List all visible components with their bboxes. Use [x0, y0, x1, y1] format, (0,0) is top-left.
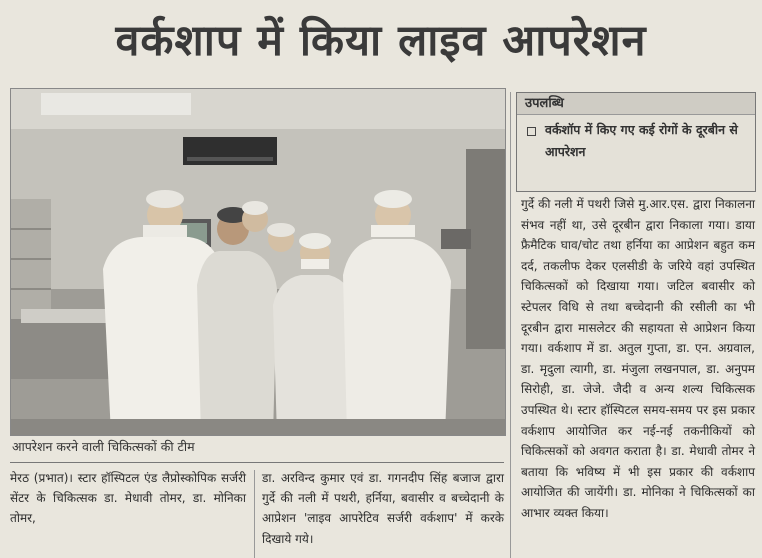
team-photo: [10, 88, 506, 436]
article-column-3: गुर्दे की नली में पथरी जिसे मु.आर.एस. द्वारा निकालना संभव नहीं था, उसे दूरबीन द्वारा निकाला गया। डाया फ्रैमैटिक घाव/चोट तथा हर्निया का आप्रेशन बहुत कम दर्द, तकलीफ देकर एलसीडी के जरिये वहां उपस्थित चिकित्सकों को दिखाया गया। जटिल बवासीर को स्टेपलर विधि से तथा बच्चेदानी की रसीली का भी दूरबीन द्वारा मासलेटर की सहायता से आप्रेशन किया गया। वर्कशाप में डा. अतुल गुप्ता, डा. एन. अग्रवाल, डा. मृदुला त्यागी, डा. मंजुला लखनपाल, डा. अनुपम सिरोही, डा. जेजे. जैदी व अन्य शल्य चिकित्सक उपस्थित थे। स्टार हॉस्पिटल समय-समय पर इस प्रकार वर्कशाप आयोजित कर नई-नई तकनीकियों को चिकित्सकों को अवगत कराता है। डा. मेधावी तोमर ने बताया कि भविष्य में भी इस प्रकार की वर्कशाप आयोजित की जायेंगी। डा. मोनिका ने चिकित्सकों का आभार व्यक्त किया।: [521, 197, 755, 520]
photo-caption: आपरेशन करने वाली चिकित्सकों की टीम: [12, 439, 195, 454]
caption-divider: [10, 462, 504, 463]
headline: वर्कशाप में किया लाइव आपरेशन: [115, 16, 647, 66]
article-column-1: मेरठ (प्रभात)। स्टार हॉस्पिटल एंड लैप्रोस्कोपिक सर्जरी सेंटर के चिकित्सक डा. मेधावी तोमर, डा. मोनिका तोमर,: [10, 471, 246, 526]
highlight-heading: उपलब्धि: [517, 93, 755, 115]
highlight-text: वर्कशॉप में किए गए कई रोगों के दूरबीन से आपरेशन: [545, 122, 738, 159]
highlight-box: [516, 92, 756, 192]
bullet-square-icon: [527, 127, 536, 136]
column-divider: [254, 470, 255, 558]
column-divider: [510, 92, 511, 558]
article-column-2: डा. अरविन्द कुमार एवं डा. गगनदीप सिंह बजाज द्वारा गुर्दे की नली में पथरी, हर्निया, बवासीर व बच्चेदानी के आप्रेशन 'लाइव आपरेटिव सर्जरी वर्कशाप' में करके दिखाये गये।: [262, 471, 504, 546]
